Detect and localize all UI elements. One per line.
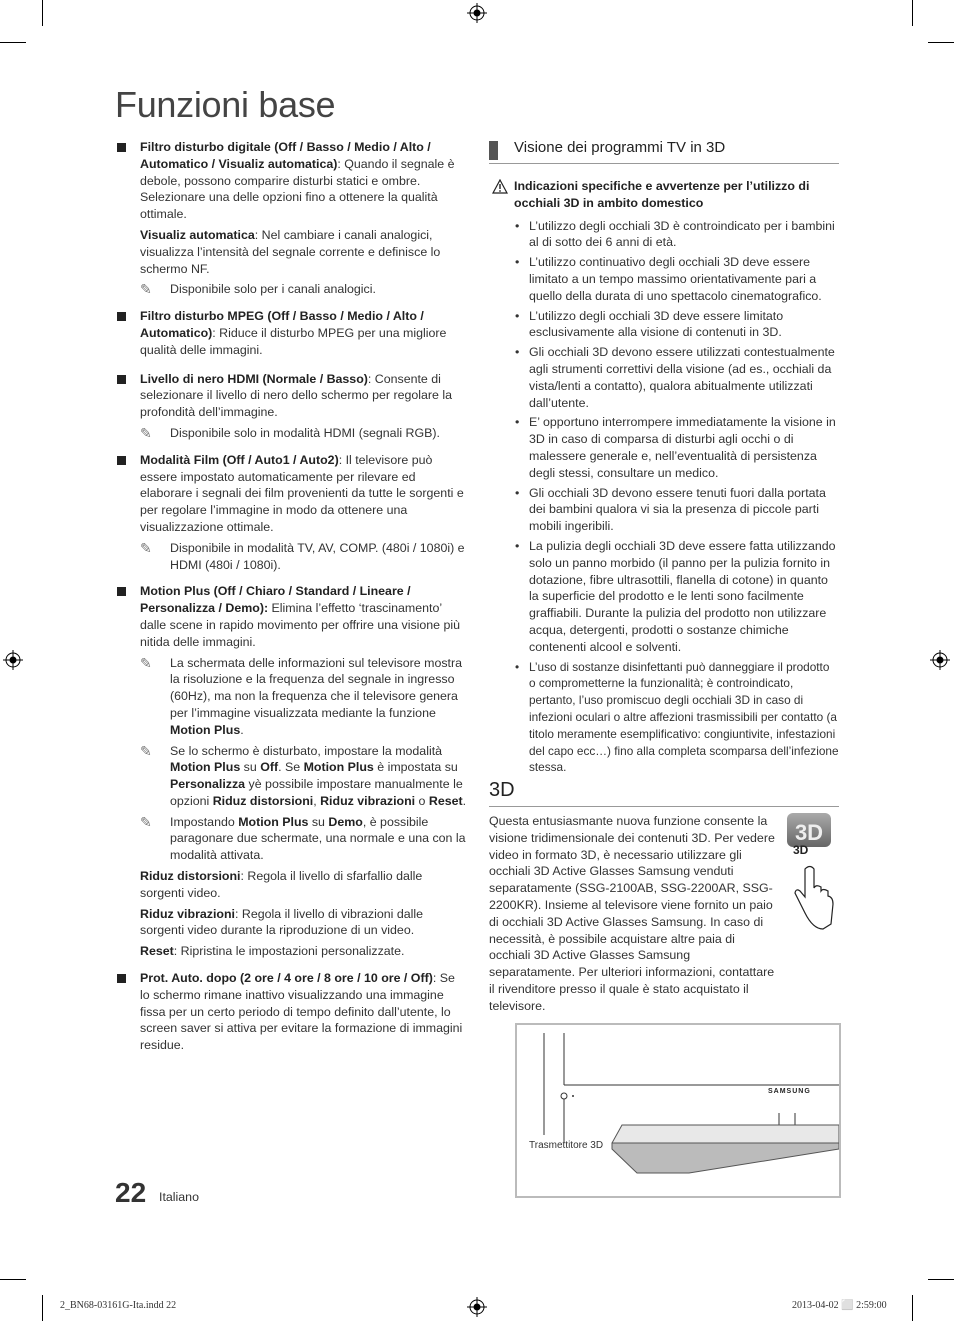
- crop-mark: [912, 1295, 913, 1321]
- note-bold: Motion Plus: [170, 760, 241, 775]
- item-heading: Modalità Film (Off / Auto1 / Auto2): [140, 452, 339, 467]
- 3d-button-icon: [783, 809, 839, 939]
- note: [140, 425, 467, 442]
- section-heading-3d: [489, 779, 839, 807]
- footer-file-info: 2_BN68-03161G-Ita.indd 22: [60, 1300, 177, 1311]
- item-text: Elimina l’effetto ‘trascinamento’ dalle scene in rapido movimento per offrire una visione più nitida delle immagini.: [140, 601, 461, 649]
- intro-3d-text: Questa entusiasmante nuova funzione consente la visione tridimensionale dei contenuti 3D. Per vedere video in formato 3D, è necessario utilizzare gli occhiali 3D Active Glasses Samsung venduti separatamente (SSG-2100AB, SSG-2200AR, SSG-2200KR). Insieme al televisore viene fornito un paio di occhiali 3D Active Glasses Samsung. In caso di necessità, è possibile acquistare altre paia di occhiali 3D Active Glasses Samsung separatamente. Per ulteriori informazioni, contattare il rivenditore presso il quale è stato acquistato il televisore.: [489, 814, 775, 1013]
- note-text: Se lo schermo è disturbato, impostare la modalità: [170, 743, 443, 758]
- crop-mark: [0, 42, 26, 43]
- section-title: Visione dei programmi TV in 3D: [514, 139, 726, 156]
- list-item: [117, 583, 467, 960]
- intro-3d: [489, 813, 839, 1015]
- sub-heading: Visualiz automatica: [140, 227, 255, 242]
- footer-timestamp: 2013-04-02 ⬜ 2:59:00: [792, 1300, 887, 1311]
- square-bullet-icon: [117, 974, 126, 983]
- note-bold: Motion Plus: [303, 760, 374, 775]
- note-text: Disponibile solo per i canali analogici.: [170, 282, 376, 297]
- item-text: : Se lo schermo rimane inattivo visualizzando una immagine fissa per un certo periodo di tempo definito dall’utente, lo screen saver si attiva per evitare la formazione di immagini residue.: [140, 971, 463, 1053]
- note: [140, 540, 467, 574]
- note-text: Disponibile solo in modalità HDMI (segnali RGB).: [170, 425, 440, 440]
- list-item: [117, 452, 467, 574]
- list-item: • L’utilizzo degli occhiali 3D deve essere limitato esclusivamente alla visione di contenuti in 3D.: [489, 308, 839, 342]
- note-pencil-icon: ✎: [140, 424, 152, 441]
- list-item: • L’utilizzo continuativo degli occhiali 3D deve essere limitato a un tempo massimo orientativamente pari a quello della durata di uno spettacolo cinematografico.: [489, 254, 839, 304]
- item-text: : Consente di selezionare il livello di nero dello schermo per regolare la profondità dell’immagine.: [140, 371, 452, 420]
- section-bar-icon: [489, 141, 498, 160]
- left-column: [117, 139, 467, 1061]
- item-heading: Filtro disturbo MPEG (Off / Basso / Medio / Alto / Automatico): [140, 309, 424, 340]
- registration-mark-icon: [930, 650, 950, 670]
- list-item: • La pulizia degli occhiali 3D deve essere fatta utilizzando solo un panno morbido (il panno per la pulizia fornito in dotazione, fibre ultrasottili, flanella di cotone) in quanto la superficie del prodotto e le lenti sono facilmente graffiabili. Durante la pulizia del prodotto non utilizzare acqua, detergenti, prodotti o sostanze chimiche contenenti alcool e solventi.: [489, 538, 839, 656]
- registration-mark-icon: [3, 650, 23, 670]
- registration-mark-icon: [467, 3, 487, 23]
- list-item: [117, 970, 467, 1054]
- sub-heading: Riduz vibrazioni: [140, 906, 235, 921]
- list-item: • E’ opportuno interrompere immediatamente la visione in 3D in caso di comparsa di disturbi agli occhi o di malessere generale e, nell’eventualità di persistenza degli stessi, consultare un medico.: [489, 414, 839, 481]
- note-bold: Motion Plus: [238, 814, 309, 829]
- note-pencil-icon: ✎: [140, 742, 152, 759]
- page-language: Italiano: [159, 1190, 199, 1204]
- list-item: • L’utilizzo degli occhiali 3D è controindicato per i bambini al di sotto dei 6 anni di età.: [489, 218, 839, 252]
- square-bullet-icon: [117, 143, 126, 152]
- item-heading: Livello di nero HDMI (Normale / Basso): [140, 371, 368, 386]
- warning-list: [489, 218, 839, 777]
- note-text: ,: [313, 793, 321, 808]
- square-bullet-icon: [117, 312, 126, 321]
- note-bold: Riduz distorsioni: [212, 793, 314, 808]
- sub-text: : Regola il livello di sfarfallio dalle sorgenti video.: [140, 869, 423, 900]
- section-title: 3D: [489, 779, 515, 802]
- square-bullet-icon: [117, 375, 126, 384]
- note-bold: Reset: [428, 793, 463, 808]
- crop-mark: [928, 1279, 954, 1280]
- note-text: , è possibile paragonare due schermate, una normale e una con la modalità attivata.: [170, 814, 466, 863]
- warning-title: Indicazioni specifiche e avvertenze per l’utilizzo di occhiali 3D in ambito domestico: [514, 179, 810, 210]
- item-text: : Quando il segnale è debole, possono comparire disturbi statici e ombre. Selezionare una delle opzioni fino a ottenere la qualità ottimale.: [140, 156, 455, 222]
- page-title: Funzioni base: [115, 84, 336, 125]
- warning-heading: [489, 178, 839, 212]
- list-item: [117, 308, 467, 358]
- tv-illustration: [515, 1023, 841, 1198]
- sub-heading: Riduz distorsioni: [140, 869, 241, 884]
- note-pencil-icon: ✎: [140, 654, 152, 671]
- list-item: [117, 139, 467, 298]
- note-bold: Personalizza: [170, 777, 246, 792]
- square-bullet-icon: [117, 456, 126, 465]
- note-text: è impostata su: [373, 760, 458, 775]
- 3d-button-label: 3D: [793, 843, 809, 858]
- tv-brand-logo: SAMSUNG: [768, 1088, 811, 1095]
- note: [140, 743, 467, 810]
- note: [140, 281, 467, 298]
- sub-text: : Nel cambiare i canali analogici, visualizza l’intensità del segnale corrente e definisce lo schermo NF.: [140, 227, 441, 276]
- note: [140, 655, 467, 739]
- note-text: su: [240, 760, 261, 775]
- note-text: o: [415, 793, 429, 808]
- list-item: • L’uso di sostanze disinfettanti può danneggiare il prodotto o comprometterne la funzionalità; è controindicato, pertanto, l’uso promiscuo degli occhiali 3D in caso di infezioni oculari o altre affezioni trasmissibili per contatto (a titolo meramente esemplificativo: congiuntivite, infestazioni del capo ecc…) fino alla completa scomparsa dell’infezione stessa.: [489, 659, 839, 777]
- crop-mark: [42, 0, 43, 26]
- section-heading: [489, 139, 839, 164]
- note-text: yè possibile impostare manualmente le opzioni: [170, 777, 463, 808]
- item-heading: Filtro disturbo digitale (Off / Basso / Medio / Alto / Automatico / Visualiz automatica): [140, 140, 431, 171]
- item-heading: Prot. Auto. dopo (2 ore / 4 ore / 8 ore / 10 ore / Off): [140, 971, 433, 986]
- list-item: • Gli occhiali 3D devono essere utilizzati contestualmente agli strumenti correttivi della visione (ad es., occhiali da vista/lenti a contatto), qualora abitualmente utilizzati dall’utente.: [489, 344, 839, 411]
- note-text: .: [240, 722, 244, 737]
- crop-mark: [42, 1295, 43, 1321]
- list-item: • Gli occhiali 3D devono essere tenuti fuori dalla portata dei bambini qualora vi sia la presenza di piccole parti mobili ingeribili.: [489, 485, 839, 535]
- note-text: su: [308, 814, 329, 829]
- crop-mark: [0, 1279, 26, 1280]
- page-number: 22: [115, 1177, 147, 1208]
- list-item: [117, 371, 467, 442]
- square-bullet-icon: [117, 587, 126, 596]
- note-text: La schermata delle informazioni sul televisore mostra la risoluzione e la frequenza del segnale in ingresso (60Hz), ma non la frequenza che il televisore genera per l’immagine visualizzata mediante la funzione: [170, 655, 462, 720]
- right-column: [489, 139, 839, 1015]
- note-text: .: [462, 793, 467, 808]
- note-pencil-icon: ✎: [140, 539, 152, 556]
- note-text: . Se: [278, 760, 304, 775]
- crop-mark: [912, 0, 913, 26]
- crop-mark: [928, 42, 954, 43]
- note-bold: Demo: [328, 814, 363, 829]
- sub-text: : Ripristina le impostazioni personalizzate.: [173, 944, 405, 959]
- note-text: Disponibile in modalità TV, AV, COMP. (480i / 1080i) e HDMI (480i / 1080i).: [170, 540, 465, 572]
- note-bold: Riduz vibrazioni: [320, 793, 416, 808]
- note-pencil-icon: ✎: [140, 281, 152, 298]
- note-bold: Off: [260, 760, 279, 775]
- note: [140, 814, 467, 864]
- warning-triangle-icon: [492, 179, 508, 194]
- item-text: : Il televisore può essere impostato automaticamente per rilevare ed elaborare i segnali dei film provenienti da tutte le sorgenti e per regolare l’immagine in modo da ottenere una visualizzazione ottimale.: [140, 452, 464, 534]
- note-bold: Motion Plus: [170, 722, 241, 737]
- note-text: Impostando: [170, 814, 239, 829]
- tv-caption: Trasmettitore 3D: [529, 1140, 604, 1151]
- sub-text: : Regola il livello di vibrazioni dalle sorgenti video durante la riproduzione di un video.: [140, 906, 424, 938]
- item-heading: Motion Plus (Off / Chiaro / Standard / Lineare / Personalizza / Demo):: [140, 584, 411, 616]
- svg-text:3D: 3D: [794, 820, 824, 846]
- sub-heading: Reset: [140, 944, 174, 959]
- item-text: : Riduce il disturbo MPEG per una migliore qualità delle immagini.: [140, 325, 447, 357]
- note-pencil-icon: ✎: [140, 813, 152, 830]
- registration-mark-icon: [467, 1297, 487, 1317]
